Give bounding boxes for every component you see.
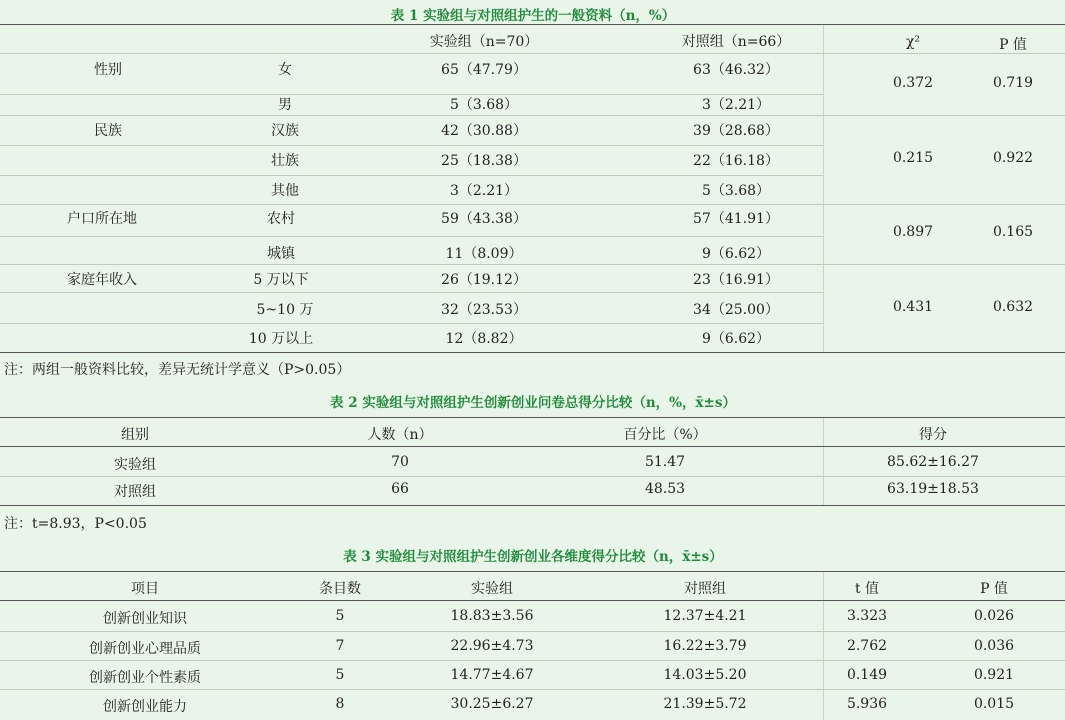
table3-row-items: 5: [335, 608, 345, 624]
table1-row-sub: 10 万以上: [248, 331, 314, 347]
table3-row-ctrl: 14.03±5.20: [663, 667, 747, 683]
table1-row-exp: 32（23.53）: [441, 302, 527, 318]
table1-row-exp: 26（19.12）: [441, 272, 527, 288]
table1-row-exp: 5（3.68）: [449, 97, 519, 113]
table1-row-ctrl: 34（25.00）: [693, 302, 779, 318]
table1-group-label: 家庭年收入: [67, 272, 137, 288]
table1-note: 注：两组一般资料比较，差异无统计学意义（P>0.05）: [4, 362, 351, 378]
table1-group-label: 性别: [94, 62, 122, 78]
table3-row-ctrl: 12.37±4.21: [663, 608, 747, 624]
table3-row-p: 0.026: [973, 608, 1015, 624]
table3-header-rule: [0, 600, 1065, 601]
table3-col-divider: [823, 572, 824, 720]
table1-row-ctrl: 57（41.91）: [693, 211, 779, 227]
table1-row-sub: 男: [278, 97, 292, 113]
table1-header-rule: [0, 53, 1065, 54]
table1-row-exp: 25（18.38）: [441, 153, 527, 169]
table1-row-sub: 农村: [267, 211, 295, 227]
table1-row-ctrl: 22（16.18）: [693, 153, 779, 169]
table3-row-t: 3.323: [846, 608, 888, 624]
table2-col-divider: [823, 418, 824, 505]
table1-row-rule: [0, 323, 823, 324]
table2-header-group: 组别: [121, 427, 149, 443]
table2-row-group: 实验组: [114, 457, 156, 473]
table3-row-item: 创新创业个性素质: [89, 670, 201, 686]
table3-row-exp: 22.96±4.73: [450, 638, 534, 654]
table3-row-items: 8: [335, 696, 345, 712]
table1-group-p: 0.632: [992, 299, 1034, 315]
table2-header-count: 人数（n）: [367, 427, 433, 443]
table1-row-sub: 城镇: [267, 246, 295, 262]
table1-row-rule: [0, 94, 823, 95]
table3-row-rule: [0, 689, 1065, 690]
table3-row-t: 5.936: [846, 696, 888, 712]
table2-header-rule: [0, 446, 1065, 447]
table3-row-ctrl: 16.22±3.79: [663, 638, 747, 654]
table3-row-t: 2.762: [846, 638, 888, 654]
table1-row-ctrl: 9（6.62）: [701, 246, 771, 262]
table1-group-chi: 0.372: [892, 75, 934, 91]
table3-header-ctrl: 对照组: [684, 581, 726, 597]
table3-header-p: P 值: [980, 581, 1008, 597]
table2-top-rule: [0, 417, 1065, 418]
table2-row-score: 85.62±16.27: [887, 454, 979, 470]
table1-row-ctrl: 9（6.62）: [701, 331, 771, 347]
table1-row-sub: 5 万以下: [253, 272, 309, 288]
table1-row-exp: 11（8.09）: [445, 246, 523, 262]
table1-row-ctrl: 39（28.68）: [693, 123, 779, 139]
table1-row-ctrl: 23（16.91）: [693, 272, 779, 288]
table3-row-ctrl: 21.39±5.72: [663, 696, 747, 712]
table1-row-ctrl: 3（2.21）: [701, 97, 771, 113]
table2-header-pct: 百分比（%）: [623, 427, 707, 443]
table2-title: 表 2 实验组与对照组护生创新创业问卷总得分比较（n，%，x̄±s）: [330, 395, 736, 411]
table1-row-ctrl: 5（3.68）: [701, 183, 771, 199]
table2-row-pct: 48.53: [644, 481, 686, 497]
table1-row-sub: 壮族: [271, 153, 299, 169]
table3-title: 表 3 实验组与对照组护生创新创业各维度得分比较（n，x̄±s）: [343, 549, 723, 565]
table3-header-item: 项目: [131, 581, 159, 597]
table3-row-items: 7: [335, 638, 345, 654]
table3-row-item: 创新创业心理品质: [89, 641, 201, 657]
table3-row-p: 0.036: [973, 638, 1015, 654]
table1-row-exp: 59（43.38）: [441, 211, 527, 227]
table2-row-score: 63.19±18.53: [887, 481, 979, 497]
table3-row-t: 0.149: [846, 667, 888, 683]
table1-row-exp: 3（2.21）: [449, 183, 519, 199]
table1-group-rule: [0, 204, 1065, 205]
table3-header-exp: 实验组: [471, 581, 513, 597]
table1-group-rule: [0, 115, 1065, 116]
table3-row-item: 创新创业知识: [103, 611, 187, 627]
table1-row-rule: [0, 292, 823, 293]
table3-row-exp: 14.77±4.67: [450, 667, 534, 683]
table1-group-label: 民族: [94, 123, 122, 139]
table3-row-item: 创新创业能力: [103, 699, 187, 715]
table2-row-group: 对照组: [114, 484, 156, 500]
table1-group-rule: [0, 264, 1065, 265]
table3-row-items: 5: [335, 667, 345, 683]
table1-top-rule: [0, 24, 1065, 25]
table2-header-score: 得分: [919, 427, 947, 443]
table3-row-p: 0.015: [973, 696, 1015, 712]
table1-header-exp: 实验组（n=70）: [429, 34, 539, 50]
table3-top-rule: [0, 571, 1065, 572]
table2-bottom-rule: [0, 505, 1065, 506]
table3-row-exp: 18.83±3.56: [450, 608, 534, 624]
table1-title: 表 1 实验组与对照组护生的一般资料（n，%）: [390, 8, 676, 24]
table1-row-ctrl: 63（46.32）: [693, 62, 779, 78]
table1-group-label: 户口所在地: [67, 211, 137, 227]
table3-header-t: t 值: [854, 581, 880, 597]
table3-header-items: 条目数: [319, 581, 361, 597]
table3-row-exp: 30.25±6.27: [450, 696, 534, 712]
table3-row-rule: [0, 660, 1065, 661]
table1-row-exp: 12（8.82）: [445, 331, 523, 347]
table1-header-chi: χ²: [905, 34, 921, 50]
table3-row-rule: [0, 631, 1065, 632]
table1-header-p: P 值: [999, 37, 1027, 53]
table1-group-chi: 0.431: [892, 299, 934, 315]
table1-row-exp: 65（47.79）: [441, 62, 527, 78]
table1-group-chi: 0.215: [892, 150, 934, 166]
table3-row-p: 0.921: [973, 667, 1015, 683]
table2-row-pct: 51.47: [644, 454, 686, 470]
table1-group-chi: 0.897: [892, 224, 934, 240]
table1-row-rule: [0, 175, 823, 176]
table2-note: 注：t=8.93，P<0.05: [4, 516, 147, 532]
table1-group-p: 0.719: [992, 75, 1034, 91]
table1-bottom-rule: [0, 352, 1065, 353]
table1-header-ctrl: 对照组（n=66）: [681, 34, 791, 50]
table2-row-rule: [0, 476, 1065, 477]
table1-row-sub: 5~10 万: [256, 302, 314, 318]
table1-row-sub: 汉族: [271, 123, 299, 139]
table2-row-count: 66: [391, 481, 409, 497]
table2-row-count: 70: [391, 454, 409, 470]
table1-row-sub: 女: [278, 62, 292, 78]
table1-row-rule: [0, 145, 823, 146]
table1-group-p: 0.165: [992, 224, 1034, 240]
table1-group-p: 0.922: [992, 150, 1034, 166]
table1-row-exp: 42（30.88）: [441, 123, 527, 139]
table1-col-divider: [823, 25, 824, 352]
table1-row-rule: [0, 236, 823, 237]
table1-row-sub: 其他: [271, 183, 299, 199]
